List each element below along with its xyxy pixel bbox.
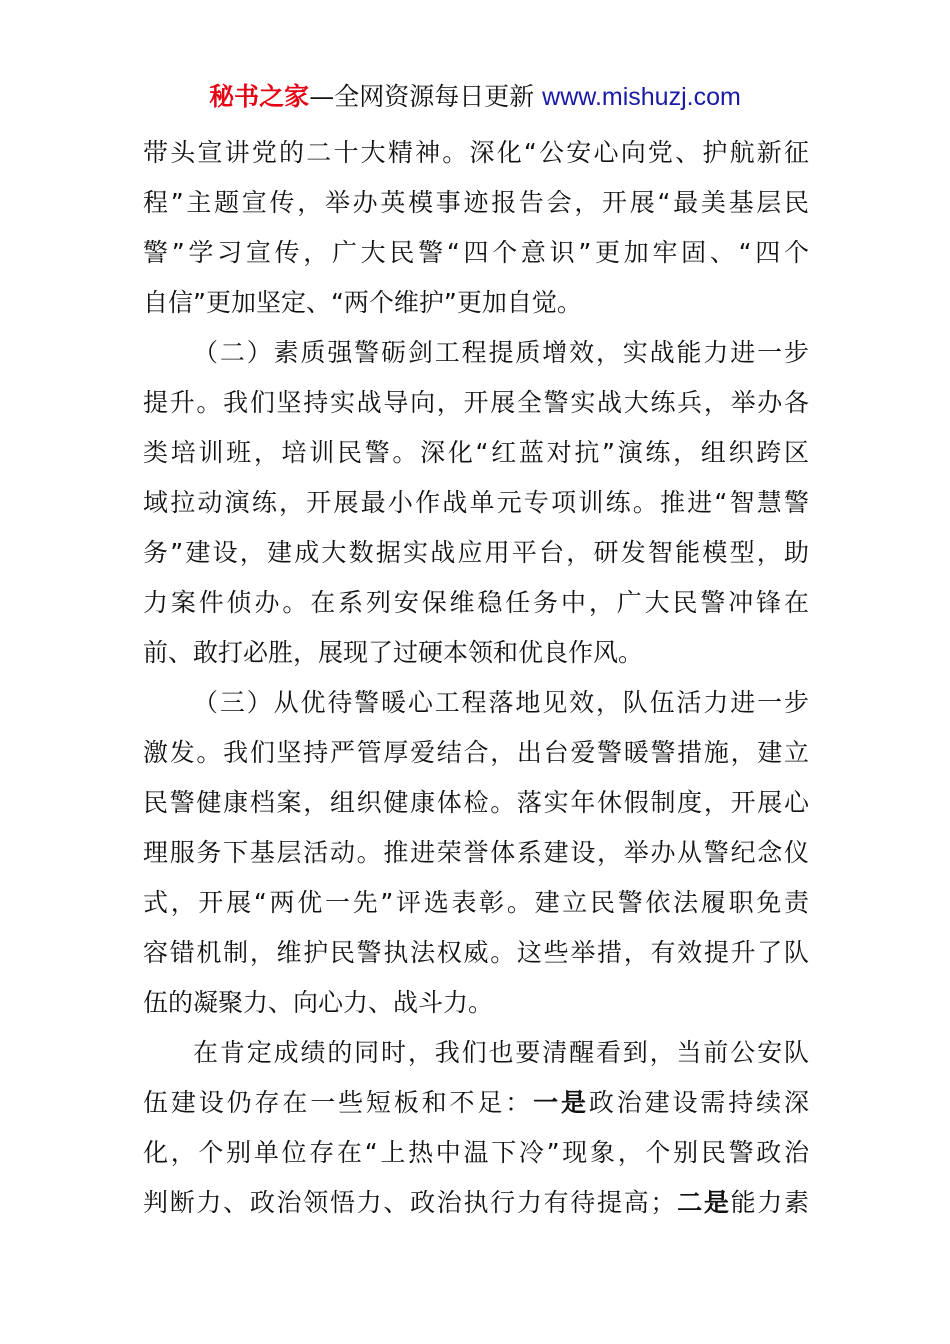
text-line: 类培训班，培训民警。深化“红蓝对抗”演练，组织跨区: [143, 438, 809, 467]
text-line: 式，开展“两优一先”评选表彰。建立民警依法履职免责: [143, 888, 809, 917]
header-dash: —: [309, 82, 335, 111]
text-line: 化，个别单位存在“上热中温下冷”现象，个别民警政治: [143, 1138, 809, 1167]
text-line: 提升。我们坚持实战导向，开展全警实战大练兵，举办各: [143, 388, 809, 417]
text-segment: 政治建设需持续深: [588, 1088, 809, 1117]
site-url[interactable]: www.mishuzj.com: [542, 83, 741, 111]
text-line: 务”建设，建成大数据实战应用平台，研发智能模型，助: [143, 538, 809, 567]
text-line: 前、敢打必胜，展现了过硬本领和优良作风。: [143, 638, 644, 667]
text-line: 理服务下基层活动。推进荣誉体系建设，举办从警纪念仪: [143, 838, 809, 867]
bold-marker-first: 一是: [533, 1088, 589, 1117]
text-line: 激发。我们坚持严管厚爱结合，出台爱警暖警措施，建立: [143, 738, 809, 767]
section-heading-three: （三）从优待警暖心工程落地见效，队伍活力进一步: [193, 688, 809, 717]
text-line-with-bold: [143, 1178, 809, 1228]
site-header: [0, 80, 950, 114]
section-heading-two: （二）素质强警砺剑工程提质增效，实战能力进一步: [193, 338, 809, 367]
text-line: 自信”更加坚定、“两个维护”更加自觉。: [143, 288, 582, 317]
text-line: 容错机制，维护民警执法权威。这些举措，有效提升了队: [143, 938, 809, 967]
text-line: 力案件侦办。在系列安保维稳任务中，广大民警冲锋在: [143, 588, 809, 617]
brand-name: 秘书之家: [209, 82, 310, 111]
bold-marker-second: 二是: [675, 1188, 731, 1217]
text-segment: 判断力、政治领悟力、政治执行力有待提高；: [143, 1188, 676, 1217]
text-line: 伍的凝聚力、向心力、战斗力。: [143, 988, 494, 1017]
text-segment: 伍建设仍存在一些短板和不足：: [143, 1088, 534, 1117]
text-line: 带头宣讲党的二十大精神。深化“公安心向党、护航新征: [143, 138, 809, 167]
paragraph-start: 在肯定成绩的同时，我们也要清醒看到，当前公安队: [193, 1038, 809, 1067]
text-line: 警”学习宣传，广大民警“四个意识”更加牢固、“四个: [143, 238, 809, 267]
text-line-with-bold: [143, 1078, 809, 1128]
text-line: 程”主题宣传，举办英模事迹报告会，开展“最美基层民: [143, 188, 809, 217]
text-line: 民警健康档案，组织健康体检。落实年休假制度，开展心: [143, 788, 809, 817]
text-line: 域拉动演练，开展最小作战单元专项训练。推进“智慧警: [143, 488, 809, 517]
text-segment: 能力素: [730, 1188, 809, 1217]
header-tagline: 全网资源每日更新: [334, 82, 535, 111]
document-body: [143, 128, 809, 1228]
